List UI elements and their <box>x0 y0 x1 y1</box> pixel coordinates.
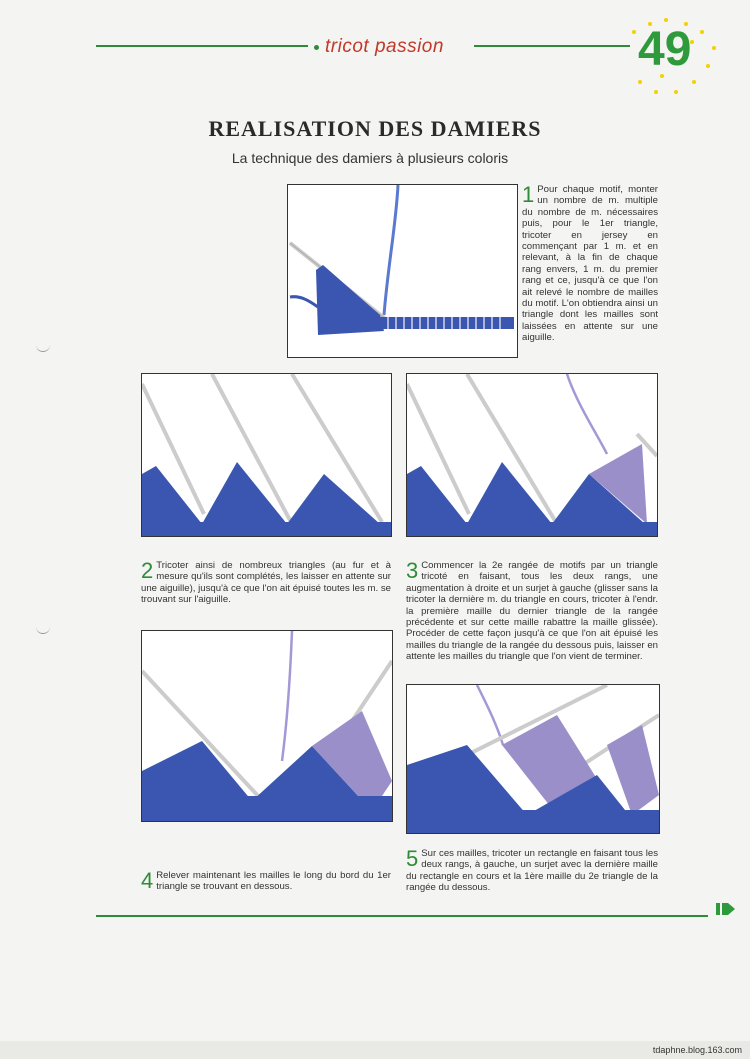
page-subtitle: La technique des damiers à plusieurs coloris <box>231 150 509 166</box>
binder-hole <box>36 344 50 352</box>
step-1-text: Pour chaque motif, monter un nombre de m. multiple du nombre de m. nécessaires puis, pour le 1er triangle, tricoter en jersey en commençant par 1 m. et en relevant, à la fin de chaque rang envers, 1 m. du premier rang et ce, jusqu'à ce que l'on ait relevé le nombre de mailles du motif. L'on obtiendra ainsi un triangle dont les mailles sont laissées en attente sur une aiguille. <box>522 184 658 344</box>
step-4-text: Relever maintenant les mailles le long du bord du 1er triangle se trouvant en dessous. <box>156 870 391 893</box>
step-2-number: 2 <box>141 558 154 583</box>
magazine-name: tricot passion <box>325 36 444 57</box>
header-bullet <box>314 45 319 50</box>
step-1-number: 1 <box>522 182 535 207</box>
page-number: 49 <box>638 23 692 76</box>
step-4-photo <box>141 630 393 822</box>
header-rule-right <box>474 45 630 47</box>
page-title: REALISATION DES DAMIERS <box>208 116 542 141</box>
scan-strip <box>0 1041 750 1059</box>
step-5-photo <box>406 684 660 834</box>
step-5-text: Sur ces mailles, tricoter un rectangle en faisant tous les deux rangs, à gauche, un surjet avec la dernière maille du rectangle en cours et la 1ère maille du 2e triangle de la rangée du dessous. <box>406 848 658 894</box>
footer-rule <box>96 915 708 917</box>
step-3-photo <box>406 373 658 537</box>
step-3-number: 3 <box>406 558 419 583</box>
next-page-arrow-icon <box>716 901 736 917</box>
step-1-photo <box>287 184 518 358</box>
binder-hole <box>36 626 50 634</box>
step-5-number: 5 <box>406 846 419 871</box>
step-5 <box>406 848 658 894</box>
step-3 <box>406 560 658 663</box>
step-1 <box>522 184 658 344</box>
step-4 <box>141 870 391 893</box>
step-2-photo <box>141 373 392 537</box>
step-2-text: Tricoter ainsi de nombreux triangles (au fur et à mesure qu'ils sont complétés, les laisser en attente sur une aiguille), jusqu'à ce que l'on ait épuisé toutes les m. se trouvant sur l'aiguille. <box>141 560 391 606</box>
header-rule-left <box>96 45 308 47</box>
step-4-number: 4 <box>141 868 154 893</box>
step-3-text: Commencer la 2e rangée de motifs par un triangle tricoté en faisant, tous les deux rangs, une augmentation à droite et un surjet à gauche (glisser sans la tricoter la dernière m. du triangle en cours, tricoter à l'endr. la première maille du dernier triangle de la rangée précédente et sur cette maille rabattre la maille glissée). Procéder de cette façon jusqu'à ce que l'on ait épuisé les mailles du triangle de la rangée du dessous puis, laisser en attente les mailles du triangle que l'on vient de terminer. <box>406 560 658 663</box>
step-2 <box>141 560 391 606</box>
source-watermark: tdaphne.blog.163.com <box>652 1045 742 1055</box>
